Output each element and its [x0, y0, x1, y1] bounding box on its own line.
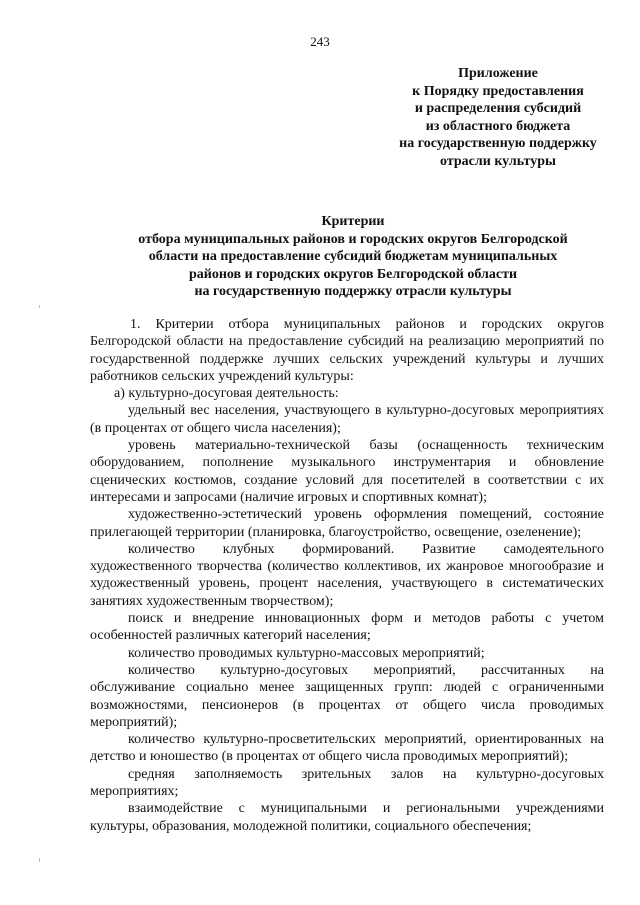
criterion-paragraph: количество культурно-досуговых мероприятий, рассчитанных на обслуживание социально менее защищенных групп: людей с ограниченными возможностями, пенсионеров (в процентах от общего числа проводимых мероприятий);	[90, 662, 604, 730]
page-number: 243	[310, 34, 330, 49]
appendix-line: из областного бюджета	[425, 118, 571, 134]
criterion-paragraph: средняя заполняемость зрительных залов на культурно-досуговых мероприятиях;	[90, 766, 604, 800]
appendix-line: к Порядку предоставления	[412, 83, 584, 99]
scan-artifact	[39, 858, 40, 862]
section-a-heading: а) культурно-досуговая деятельность:	[114, 386, 339, 402]
appendix-header	[380, 65, 616, 171]
intro-paragraph: 1. Критерии отбора муниципальных районов и городских округов Белгородской области на предоставление субсидий на реализацию мероприятий по государственной поддержке лучших сельских учреждений культуры и лучших работников сельских учреждений культуры:	[90, 317, 604, 384]
title-heading: Критерии	[321, 214, 385, 229]
document-title	[92, 213, 614, 301]
appendix-line: отрасли культуры	[440, 153, 556, 169]
scan-artifact	[39, 305, 40, 308]
criterion-paragraph: количество проводимых культурно-массовых мероприятий;	[128, 645, 485, 661]
title-line: области на предоставление субсидий бюджетам муниципальных	[148, 249, 558, 265]
criterion-paragraph: количество культурно-просветительских мероприятий, ориентированных на детство и юношество (в процентах от общего числа проводимых мероприятий);	[90, 732, 604, 765]
criterion-paragraph: поиск и внедрение инновационных форм и методов работы с учетом особенностей различных категорий населения;	[90, 611, 604, 644]
criterion-paragraph: художественно-эстетический уровень оформления помещений, состояние прилегающей территории (планировка, благоустройство, освещение, озеленение);	[90, 507, 604, 540]
title-line: на государственную поддержку отрасли культуры	[194, 284, 512, 300]
appendix-line: на государственную поддержку	[399, 136, 597, 152]
criterion-paragraph: уровень материально-технической базы (оснащенность техническим оборудованием, пополнение музыкального инструментария и обновление сценических костюмов, создание условий для посетителей в соответствии с их интересами и запросами (наличие игровых и спортивных комнат);	[90, 438, 604, 505]
criterion-paragraph: количество клубных формирований. Развитие самодеятельного художественного творчества (количество коллективов, их жанровое многообразие и художественный уровень, процент населения, участвующего в систематических занятиях художественным творчеством);	[90, 541, 604, 609]
title-line: районов и городских округов Белгородской области	[188, 266, 518, 282]
document-body	[90, 316, 604, 835]
criterion-paragraph: удельный вес населения, участвующего в культурно-досуговых мероприятиях (в процентах от общего числа населения);	[90, 403, 604, 436]
criterion-paragraph: взаимодействие с муниципальными и региональными учреждениями культуры, образования, молодежной политики, социального обеспечения;	[90, 801, 604, 834]
title-line: отбора муниципальных районов и городских округов Белгородской	[138, 231, 568, 247]
appendix-line: и распределения субсидий	[414, 101, 582, 117]
appendix-line: Приложение	[458, 66, 538, 81]
